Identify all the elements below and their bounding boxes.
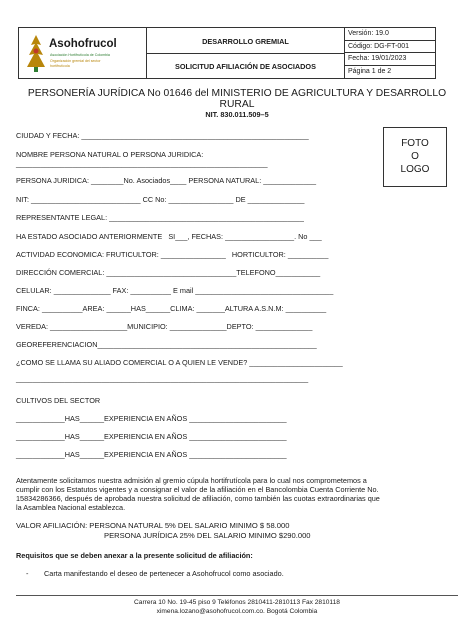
- requisitos-heading: Requisitos que se deben anexar a la presente solicitud de afiliación:: [16, 551, 253, 560]
- logo-tagline-2: Organización gremial del sector: [50, 59, 101, 63]
- section-title: DESARROLLO GREMIAL: [202, 37, 289, 46]
- cultivos-heading: CULTIVOS DEL SECTOR: [16, 396, 101, 405]
- field-direccion[interactable]: DIRECCIÓN COMERCIAL: ________________________________TELEFONO___________: [16, 268, 321, 277]
- field-georef[interactable]: GEOREFERENCIACION______________________________________________________: [16, 340, 317, 349]
- photo-box: [383, 127, 447, 187]
- title-line-2: RURAL: [219, 99, 255, 110]
- meta-version-cell: [345, 28, 435, 41]
- logo-tagline-1: Asociación Hortifrutícola de Colombia: [50, 53, 110, 57]
- field-ciudad-fecha[interactable]: CIUDAD Y FECHA: ________________________________________________________: [16, 131, 309, 140]
- section-cell: [147, 28, 345, 54]
- nit-heading: NIT. 830.011.509–5: [205, 110, 269, 119]
- field-nombre-label: NOMBRE PERSONA NATURAL O PERSONA JURIDICA:: [16, 150, 204, 159]
- footer-contact: ximena.lozano@asohofrucol.com.co. Bogotá Colombia: [156, 608, 318, 615]
- doc-title-cell: [147, 54, 345, 78]
- field-aliado-blank[interactable]: ________________________________________________________________________: [16, 374, 309, 383]
- field-celular[interactable]: CELULAR: ______________ FAX: __________ E mail __________________________________: [16, 286, 334, 295]
- date-text: Fecha: 19/01/2023: [348, 55, 407, 62]
- paragraph-line: la Asamblea Nacional establezca.: [16, 503, 126, 512]
- paragraph-line: Atentamente solicitamos nuestra admisión al gremio cúpula hortifrutícola para lo cual nos comprometemos a: [16, 476, 367, 485]
- logo-icon: [23, 33, 49, 73]
- logo-tagline-3: hortifrutícola: [50, 64, 70, 68]
- valor-line-2: PERSONA JURÍDICA 25% DEL SALARIO MINIMO $290.000: [104, 531, 311, 540]
- logo-cell: [19, 28, 147, 78]
- field-nit-cc[interactable]: NIT: ___________________________ CC No: ________________ DE ______________: [16, 195, 305, 204]
- field-finca[interactable]: FINCA: __________AREA: ______HAS______CLIMA: _______ALTURA A.S.N.M: __________: [16, 304, 327, 313]
- field-actividad[interactable]: ACTIVIDAD ECONOMICA: FRUTICULTOR: ________________ HORTICULTOR: __________: [16, 250, 329, 259]
- valor-line-1: VALOR AFILIACIÓN: PERSONA NATURAL 5% DEL SALARIO MINIMO $ 58.000: [16, 521, 290, 530]
- footer-divider: [16, 595, 458, 596]
- field-persona-juridica[interactable]: PERSONA JURIDICA: ________No. Asociados____ PERSONA NATURAL: _____________: [16, 176, 317, 185]
- doc-title: SOLICITUD AFILIACIÓN DE ASOCIADOS: [175, 62, 316, 71]
- version-text: Versión: 19.0: [348, 30, 389, 37]
- cultivo-row[interactable]: ____________HAS______EXPERIENCIA EN AÑOS ________________________: [16, 450, 287, 459]
- page-text: Página 1 de 2: [348, 68, 392, 75]
- field-representante[interactable]: REPRESENTANTE LEGAL: ________________________________________________: [16, 213, 304, 222]
- photo-box-line1: FOTO: [401, 138, 429, 149]
- header-table: [18, 27, 436, 79]
- photo-box-line3: LOGO: [400, 164, 430, 175]
- paragraph-line: 15834286366, después de aprobada nuestra solicitud de afiliación, como también las cuotas extraordinarias que: [16, 494, 380, 503]
- photo-box-line2: O: [411, 151, 419, 162]
- meta-page-cell: [345, 66, 435, 78]
- field-estado-asociado[interactable]: HA ESTADO ASOCIADO ANTERIORMENTE SI___, FECHAS: _________________. No ___: [16, 232, 322, 241]
- field-nombre-blank[interactable]: ______________________________________________________________: [16, 159, 268, 168]
- meta-date-cell: [345, 53, 435, 66]
- paragraph-line: cumplir con los Estatutos vigentes y a consignar el valor de la afiliación en el Bancolombia Cuenta Corriente No.: [16, 485, 379, 494]
- cultivo-row[interactable]: ____________HAS______EXPERIENCIA EN AÑOS ________________________: [16, 414, 287, 423]
- requisito-item: Carta manifestando el deseo de pertenecer a Asohofrucol como asociado.: [44, 569, 284, 578]
- logo-name: Asohofrucol: [49, 38, 117, 50]
- footer-address: Carrera 10 No. 19-45 piso 9 Teléfonos 2810411-2810113 Fax 2810118: [134, 599, 340, 606]
- cultivo-row[interactable]: ____________HAS______EXPERIENCIA EN AÑOS ________________________: [16, 432, 287, 441]
- bullet-icon: -: [26, 569, 29, 578]
- title-line-1: PERSONERÍA JURÍDICA No 01646 del MINISTERIO DE AGRICULTURA Y DESARROLLO: [27, 88, 447, 99]
- field-aliado[interactable]: ¿COMO SE LLAMA SU ALIADO COMERCIAL O A QUIEN LE VENDE? _______________________: [16, 358, 343, 367]
- meta-code-cell: [345, 41, 435, 53]
- code-text: Código: DG-FT-001: [348, 43, 410, 50]
- field-vereda[interactable]: VEREDA: ___________________MUNICIPIO: ______________DEPTO: ______________: [16, 322, 313, 331]
